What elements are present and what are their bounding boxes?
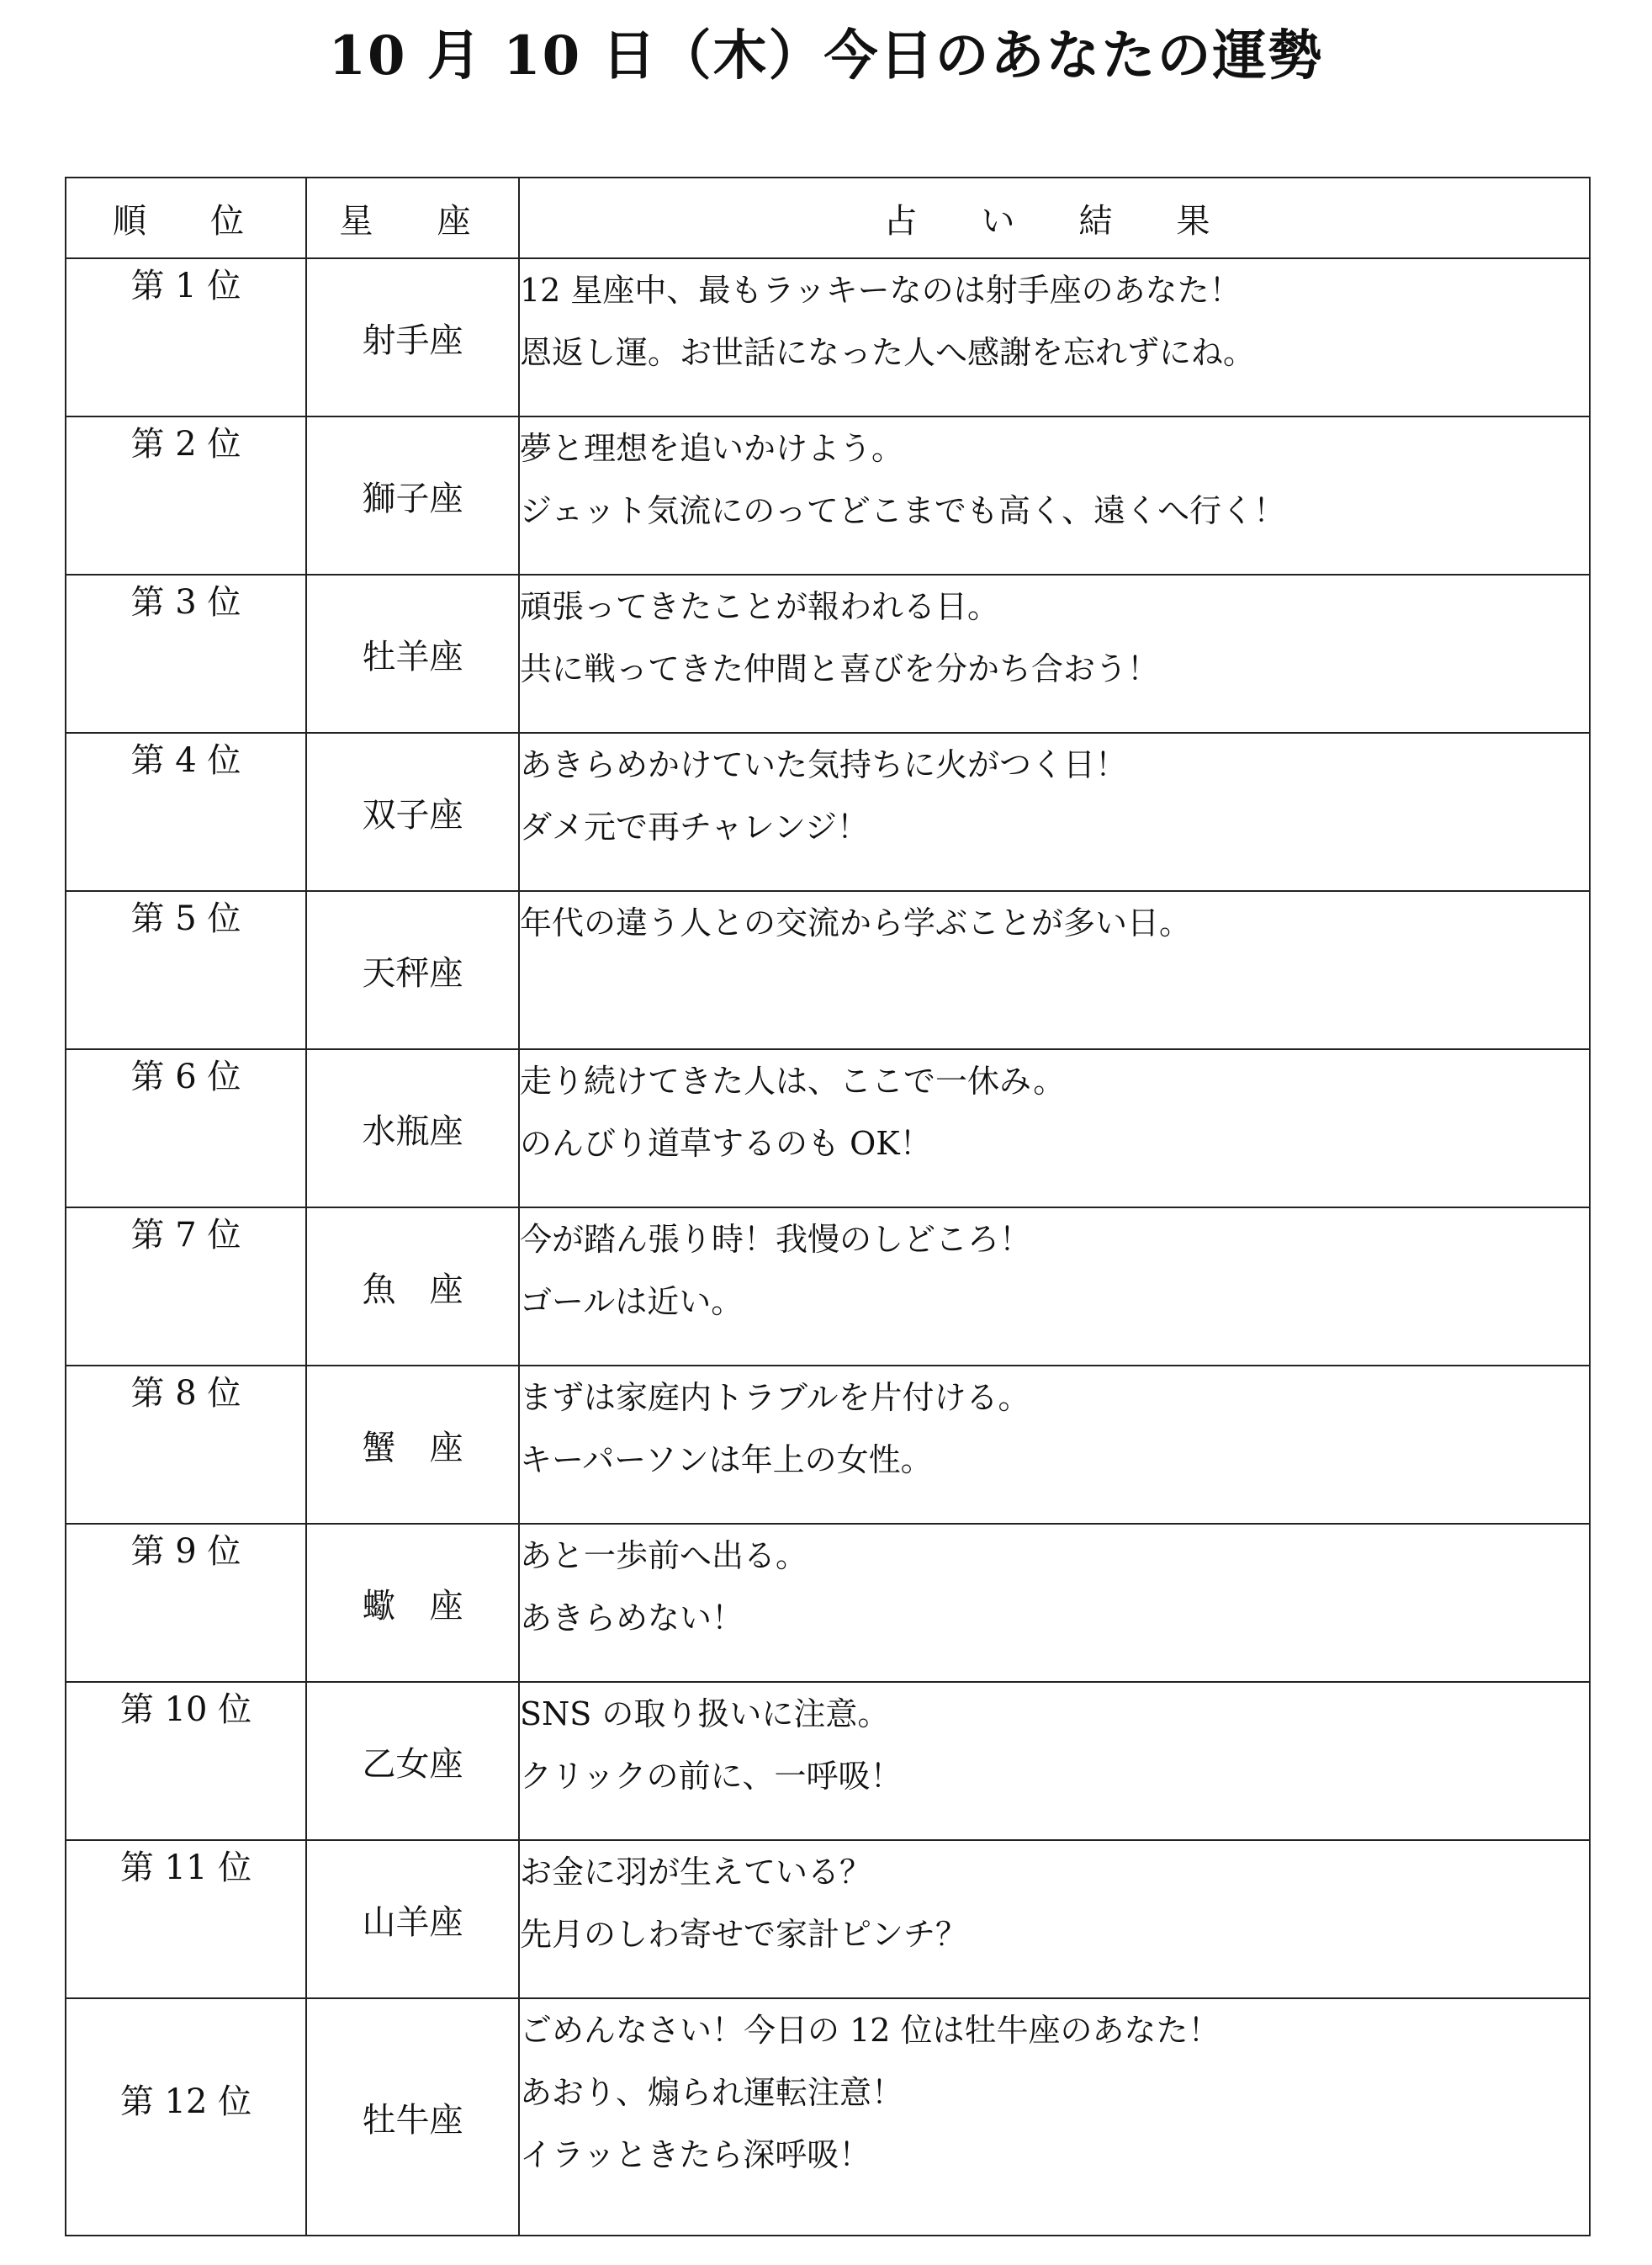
rank-cell: 第 3 位 — [66, 575, 306, 733]
fortune-text-line: 夢と理想を追いかけよう。 — [520, 430, 904, 467]
fortune-text-line: あきらめかけていた気持ちに火がつく日！ — [520, 746, 1128, 783]
fortune-text-line: 12 星座中、最もラッキーなのは射手座のあなた！ — [520, 272, 1242, 309]
table-row — [66, 891, 1590, 1049]
zodiac-sign-cell: 牡牛座 — [306, 1998, 519, 2236]
fortune-result-cell — [519, 1524, 1590, 1682]
table-row — [66, 1366, 1590, 1524]
table-row — [66, 258, 1590, 416]
fortune-result-cell — [519, 1207, 1590, 1366]
fortune-text-line: イラッときたら深呼吸！ — [520, 2136, 871, 2173]
fortune-text-line: ダメ元で再チャレンジ！ — [520, 809, 869, 846]
fortune-text-line: ゴールは近い。 — [520, 1283, 744, 1320]
fortune-text-line: SNS の取り扱いに注意。 — [520, 1695, 890, 1732]
table-row — [66, 1840, 1590, 1998]
fortune-text-line: まずは家庭内トラブルを片付ける。 — [520, 1379, 1030, 1416]
rank-cell: 第 6 位 — [66, 1049, 306, 1207]
fortune-result-cell — [519, 258, 1590, 416]
table-row — [66, 1049, 1590, 1207]
zodiac-sign-cell: 双子座 — [306, 733, 519, 891]
table-row — [66, 1524, 1590, 1682]
fortune-text-line: のんびり道草するのも OK！ — [520, 1125, 932, 1162]
fortune-text-line: お金に羽が生えている？ — [520, 1854, 872, 1891]
fortune-text-line: 年代の違う人との交流から学ぶことが多い日。 — [520, 904, 1192, 942]
zodiac-sign-cell: 牡羊座 — [306, 575, 519, 733]
rank-column-header: 順 位 — [66, 178, 306, 258]
sign-column-header: 星 座 — [306, 178, 519, 258]
fortune-text-line: 頑張ってきたことが報われる日。 — [520, 588, 1000, 625]
fortune-text-line: クリックの前に、一呼吸！ — [520, 1758, 903, 1795]
fortune-text-line: キーパーソンは年上の女性。 — [520, 1441, 933, 1478]
table-header-row — [66, 178, 1590, 258]
rank-cell: 第 7 位 — [66, 1207, 306, 1366]
table-row — [66, 416, 1590, 575]
fortune-result-cell — [519, 1049, 1590, 1207]
fortune-result-cell — [519, 1366, 1590, 1524]
fortune-text-line: 先月のしわ寄せで家計ピンチ？ — [520, 1916, 968, 1953]
fortune-text-line: 恩返し運。お世話になった人へ感謝を忘れずにね。 — [520, 334, 1256, 371]
fortune-text-line: あおり、煽られ運転注意！ — [520, 2074, 904, 2111]
fortune-text-line: あと一歩前へ出る。 — [520, 1537, 808, 1574]
page-title: 10 月 10 日（木）今日のあなたの運勢 — [328, 24, 1324, 88]
rank-cell: 第 11 位 — [66, 1840, 306, 1998]
fortune-text-line: ジェット気流にのってどこまでも高く、遠くへ行く！ — [520, 492, 1286, 529]
fortune-result-cell — [519, 1840, 1590, 1998]
table-row — [66, 733, 1590, 891]
fortune-text-line: 走り続けてきた人は、ここで一休み。 — [520, 1063, 1066, 1100]
rank-cell: 第 2 位 — [66, 416, 306, 575]
result-column-header: 占 い 結 果 — [519, 178, 1590, 258]
fortune-result-cell — [519, 416, 1590, 575]
zodiac-sign-cell: 山羊座 — [306, 1840, 519, 1998]
fortune-result-cell — [519, 733, 1590, 891]
fortune-result-cell — [519, 891, 1590, 1049]
zodiac-sign-cell: 獅子座 — [306, 416, 519, 575]
fortune-result-cell — [519, 1998, 1590, 2236]
zodiac-sign-cell: 魚 座 — [306, 1207, 519, 1366]
zodiac-sign-cell: 天秤座 — [306, 891, 519, 1049]
zodiac-sign-cell: 乙女座 — [306, 1682, 519, 1840]
fortune-text-line: 共に戦ってきた仲間と喜びを分かち合おう！ — [520, 650, 1160, 687]
rank-cell: 第 4 位 — [66, 733, 306, 891]
rank-cell: 第 9 位 — [66, 1524, 306, 1682]
rank-cell: 第 10 位 — [66, 1682, 306, 1840]
fortune-table — [65, 177, 1591, 2236]
rank-cell: 第 12 位 — [66, 1998, 306, 2236]
zodiac-sign-cell: 蠍 座 — [306, 1524, 519, 1682]
fortune-text-line: ごめんなさい！今日の 12 位は牡牛座のあなた！ — [520, 2012, 1220, 2049]
table-row — [66, 1998, 1590, 2236]
rank-cell: 第 1 位 — [66, 258, 306, 416]
table-row — [66, 1207, 1590, 1366]
table-row — [66, 1682, 1590, 1840]
rank-cell: 第 8 位 — [66, 1366, 306, 1524]
fortune-result-cell — [519, 575, 1590, 733]
rank-cell: 第 5 位 — [66, 891, 306, 1049]
fortune-table-body — [66, 258, 1590, 2236]
zodiac-sign-cell: 蟹 座 — [306, 1366, 519, 1524]
table-row — [66, 575, 1590, 733]
fortune-text-line: 今が踏ん張り時！我慢のしどころ！ — [520, 1221, 1032, 1258]
fortune-result-cell — [519, 1682, 1590, 1840]
fortune-text-line: あきらめない！ — [520, 1599, 744, 1636]
zodiac-sign-cell: 水瓶座 — [306, 1049, 519, 1207]
zodiac-sign-cell: 射手座 — [306, 258, 519, 416]
